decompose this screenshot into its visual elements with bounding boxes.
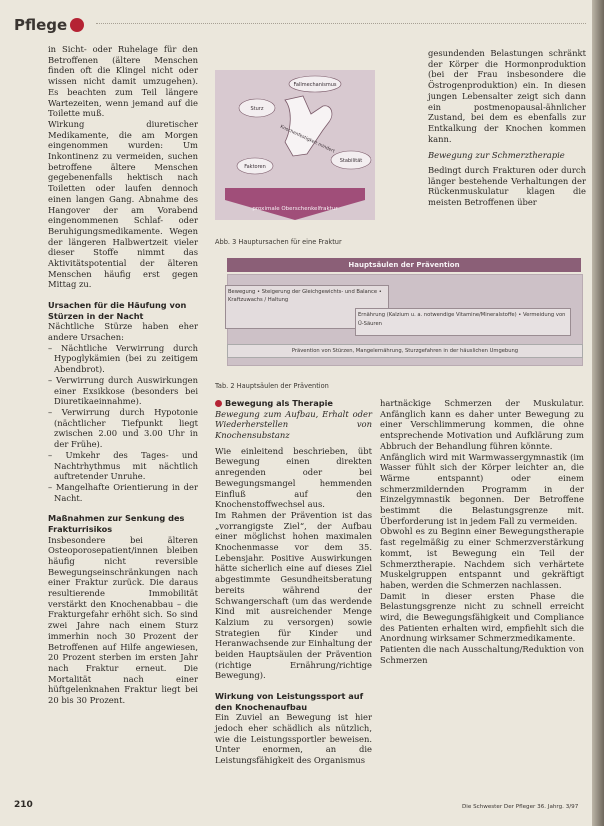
paragraph: gesundenden Belastungen schränkt der Körper die Hormonproduktion (bei der Frau insbesondere die Östrogenproduktion) ein. In diesen jungen Lebensalter zeigt sich dann ein postmenopausal-ähnlicher Zustand, bei dem es ebenfalls zur Entkalkung der Knochen kommen kann. bbox=[428, 48, 586, 144]
paragraph: Bedingt durch Frakturen oder durch länger bestehende Verhaltungen der Rückenmuskulatur klagen die meisten Betroffenen über bbox=[428, 165, 586, 208]
section-header bbox=[14, 16, 84, 34]
paragraph: Wirkung diuretischer Medikamente, die am Morgen eingenommen wurden: Um Inkontinenz zu vermeiden, suchen betroffene ältere Menschen gegebenenfalls hektisch nach Toiletten oder laufen dennoch einen langen Gang. Abnahme des Hangover der am Vorabend eingenommenen Schlaf- oder Beruhigungsmedikamente. Wegen der längeren Halbwertzeit vieler dieser Stoffe nimmt das Aktivitätspotential der älteren Menschen häufig erst gegen Mittag zu. bbox=[48, 118, 198, 290]
journal-reference: Die Schwester Der Pfleger 36. Jahrg. 3/97 bbox=[462, 804, 579, 810]
paragraph: Ein Zuviel an Bewegung ist hier jedoch eher schädlich als nützlich, wie die Leistungssportler beweisen. Unter enormen, an die Leistungsfähigkeit des Organismus bbox=[215, 712, 372, 766]
subheading: Wirkung von Leistungssport auf den Knochenaufbau bbox=[215, 691, 364, 712]
prevention-table bbox=[215, 258, 587, 380]
column-3-bottom bbox=[380, 398, 584, 666]
red-bullet-icon bbox=[215, 400, 222, 407]
page-edge bbox=[592, 0, 604, 826]
figure-label: Fallmechanismus bbox=[293, 82, 337, 88]
column-1 bbox=[48, 44, 198, 706]
figure-label: Sturz bbox=[250, 106, 264, 112]
paragraph: Im Rahmen der Prävention ist das „vorrangigste Ziel“, der Aufbau einer möglichst hohen maximalen Knochenmasse vor dem 35. Lebensjahr. Positive Auswirkungen hätte sicherlich eine auf dieses Ziel abgestimmte Gesundheitsberatung bereits während der Schwangerschaft (um das werdende Kind mit ausreichender Menge Kalzium zu versorgen) sowie Strategien für Kinder und Heranwachsende zur Einhaltung der beiden Hauptsäulen der Prävention (richtige Ernährung/richtige Bewegung). bbox=[215, 509, 372, 681]
paragraph: Wie einleitend beschrieben, übt Bewegung einen direkten anregenden oder bei Bewegungsmangel hemmenden Einfluß auf den Knochenstoffwechsel aus. bbox=[215, 445, 372, 510]
table-cell-ernaehrung: Ernährung (Kalzium u. a. notwendige Vitamine/Mineralstoffe) • Vermeidung von Ü-Säuren bbox=[355, 308, 571, 336]
subtitle: Bewegung zum Aufbau, Erhalt oder Wiederherstellen von Knochensubstanz bbox=[215, 408, 372, 440]
table-caption: Tab. 2 Hauptsäulen der Prävention bbox=[215, 382, 329, 390]
table-cell-bewegung: Bewegung • Steigerung der Gleichgewichts- und Balance • Kraftzuwachs / Haltung bbox=[225, 285, 389, 329]
paragraph: Patienten die nach Ausschaltung/Reduktion von Schmerzen bbox=[380, 644, 584, 665]
list-item: – Mangelhafte Orientierung in der Nacht. bbox=[48, 481, 198, 503]
figure-label: Stabilität bbox=[339, 158, 363, 164]
paragraph: hartnäckige Schmerzen der Muskulatur. Anfänglich kann es daher unter Bewegung zu einer Verschlimmerung kommen, die ohne entsprechende Motivation und Aufklärung zum Abbruch der Behandlung führen könnte. bbox=[380, 398, 584, 451]
header-divider bbox=[96, 23, 586, 24]
list-item: – Umkehr des Tages- und Nachtrhythmus mit nächtlich auftretender Unruhe. bbox=[48, 449, 198, 482]
list-item: – Verwirrung durch Auswirkungen einer Exsikkose (besonders bei Diuretikaeinnahme). bbox=[48, 374, 198, 407]
subheading: Ursachen für die Häufung von Stürzen in der Nacht bbox=[48, 300, 187, 321]
paragraph: Obwohl es zu Beginn einer Bewegungstherapie fast regelmäßig zu einer Schmerzverstärkung kommt, ist Bewegung ein Teil der Schmerztherapie. Nachdem sich verhärtete Muskelgruppen entspannt und gekräftigt haben, werden die Schmerzen nachlassen. bbox=[380, 526, 584, 590]
subheading: Maßnahmen zur Senkung des Frakturrisikos bbox=[48, 513, 185, 534]
list-item: – Nächtliche Verwirrung durch Hypoglykämien (bei zu zeitigem Abendbrot). bbox=[48, 342, 198, 375]
figure-label: Faktoren bbox=[244, 164, 266, 170]
paragraph: Insbesondere bei älteren Osteoporosepatient/innen bleiben häufig nicht reversible Bewegungseinschränkungen nach einer Fraktur zurück. Die daraus resultierende Immobilität verstärkt den Knochenabbau – die Frakturgefahr erhöht sich. So sind zwei Jahre nach einem Sturz immerhin noch 30 Prozent der Betroffenen auf Hilfe angewiesen, 20 Prozent sterben im ersten Jahr nach Fraktur erneut. Die Mortalität nach einer hüftgelenknahen Fraktur liegt bei 20 bis 30 Prozent. bbox=[48, 534, 198, 706]
subheading: Bewegung zur Schmerztherapie bbox=[428, 150, 565, 161]
figure-bottom-label: proximale Oberschenkelfraktur bbox=[252, 206, 338, 212]
figure-caption: Abb. 3 Hauptursachen für eine Fraktur bbox=[215, 238, 342, 246]
subheading: Bewegung als Therapie bbox=[215, 398, 372, 409]
column-2 bbox=[215, 398, 372, 766]
figure-label: Knochenfestigkeit mindert bbox=[279, 124, 336, 155]
red-dot-icon bbox=[70, 18, 84, 32]
paragraph: in Sicht- oder Ruhelage für den Betroffenen (ältere Menschen finden oft die Klingel nicht oder wissen nicht damit umzugehen). Es beachten zum Teil längere Wartezeiten, wenn jemand auf die Toilette muß. bbox=[48, 44, 198, 119]
paragraph: Nächtliche Stürze haben eher andere Ursachen: bbox=[48, 321, 198, 343]
table-footer-row: Prävention von Stürzen, Mangelernährung, Sturzgefahren in der häuslichen Umgebung bbox=[227, 344, 583, 358]
paragraph: Damit in dieser ersten Phase die Belastungsgrenze nicht zu schnell erreicht wird, die Bewegungsfähigkeit und Compliance des Patienten erhalten wird, empfiehlt sich die Anordnung wirksamer Schmerzmedikamente. bbox=[380, 590, 584, 644]
table-header: Hauptsäulen der Prävention bbox=[227, 258, 581, 272]
fracture-causes-figure bbox=[215, 70, 375, 230]
page-number: 210 bbox=[14, 800, 33, 810]
list-item: – Verwirrung durch Hypotonie (nächtlicher Tiefpunkt liegt zwischen 2.00 und 3.00 Uhr in der Frühe). bbox=[48, 406, 198, 450]
column-3-top bbox=[428, 48, 586, 208]
section-title: Pflege bbox=[14, 16, 68, 34]
paragraph: Anfänglich wird mit Warmwassergymnastik (im Wasser fühlt sich der Körper leichter an, die Wärme entspannt) oder einem schmerzmildernden Programm in der Einzelgymnastik begonnen. Der Betroffene bestimmt die Belastungsgrenze mit. Überforderung ist in jedem Fall zu vermeiden. bbox=[380, 451, 584, 526]
